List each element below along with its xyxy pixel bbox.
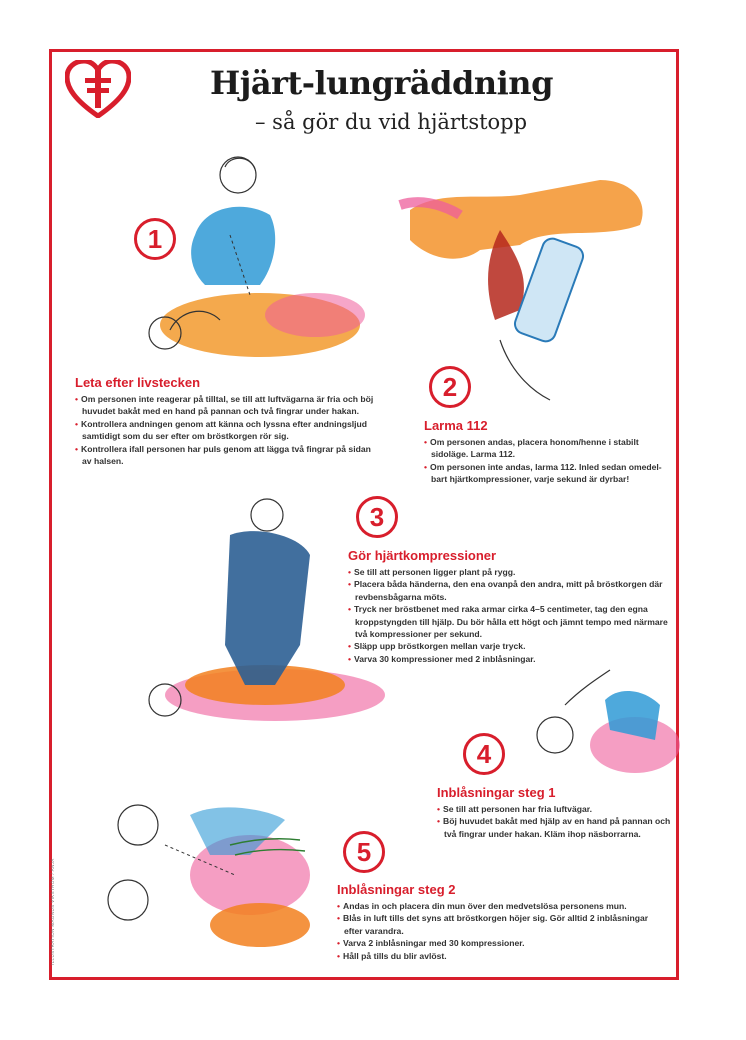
step-2-bullet: • Om personen inte andas, larma 112. Inled sedan omedelbart hjärtkompressioner, varje sekund är dyrbar! — [424, 461, 674, 486]
step-number-2: 2 — [429, 366, 471, 408]
step-1-bullet: • Kontrollera ifall personen har puls genom att lägga två fingrar på sidan av halsen. — [75, 443, 375, 468]
step-2-heading: Larma 112 — [424, 418, 488, 433]
step-3-bullet: • Varva 30 kompressioner med 2 inblåsningar. — [348, 653, 668, 665]
step-2-bullet: • Om personen andas, placera honom/henne i stabilt sidoläge. Larma 112. — [424, 436, 674, 461]
step-5-bullet: • Varva 2 inblåsningar med 30 kompressioner. — [337, 937, 667, 949]
step-3-heading: Gör hjärtkompressioner — [348, 548, 497, 563]
step-1-bullets — [75, 393, 375, 467]
section-step-5 — [337, 882, 667, 962]
step-1-heading: Leta efter livstecken — [75, 375, 201, 390]
step-3-bullet: • Placera båda händerna, den ena ovanpå den andra, mitt på bröstkorgen där revbensbågarna möts. — [348, 578, 668, 603]
page-title: Hjärt-lungräddning — [210, 64, 553, 102]
illustration-head-tilt — [525, 650, 680, 780]
step-5-bullet: • Blås in luft tills det syns att bröstkorgen höjer sig. Gör alltid 2 inblåsningar efter varandra. — [337, 912, 667, 937]
section-step-3 — [348, 548, 668, 665]
step-4-heading: Inblåsningar steg 1 — [437, 785, 556, 800]
step-5-bullets — [337, 900, 667, 962]
step-4-bullet: • Böj huvudet bakåt med hjälp av en hand på pannan och två fingrar under hakan. Kläm ihop näsborrarna. — [437, 815, 672, 840]
illustration-compressions — [125, 495, 385, 720]
page-subtitle: – så gör du vid hjärtstopp — [255, 110, 528, 134]
step-1-bullet: • Om personen inte reagerar på tilltal, se till att luftvägarna är fria och böj huvudet bakåt med en hand på pannan och två fingrar under hakan. — [75, 393, 375, 418]
step-number-4: 4 — [463, 733, 505, 775]
illustration-credit: ILLUSTRATION MAGNUS VIKSTRÖM / ANJA — [50, 858, 55, 965]
step-5-bullet: • Andas in och placera din mun över den medvetslösa personens mun. — [337, 900, 667, 912]
step-3-bullet: • Släpp upp bröstkorgen mellan varje tryck. — [348, 640, 668, 652]
step-number-5: 5 — [343, 831, 385, 873]
step-number-1: 1 — [134, 218, 176, 260]
step-3-bullet: • Tryck ner bröstbenet med raka armar cirka 4–5 centimeter, tag den egna kroppstyngden till hjälp. Du bör hålla ett högt och jämnt tempo med närmare två kompressioner per sekund. — [348, 603, 668, 640]
step-3-bullets — [348, 566, 668, 665]
step-3-bullet: • Se till att personen ligger plant på rygg. — [348, 566, 668, 578]
step-5-bullet: • Håll på tills du blir avlöst. — [337, 950, 667, 962]
heart-cross-logo-icon — [65, 60, 131, 118]
section-step-2 — [424, 418, 674, 486]
step-5-heading: Inblåsningar steg 2 — [337, 882, 456, 897]
step-4-bullets — [437, 803, 672, 840]
section-step-1 — [75, 375, 375, 467]
step-4-bullet: • Se till att personen har fria luftvägar. — [437, 803, 672, 815]
step-1-bullet: • Kontrollera andningen genom att känna och lyssna efter andningsljud samtidigt som du ser efter om bröstkorgen rör sig. — [75, 418, 375, 443]
illustration-rescue-breaths — [70, 775, 360, 975]
section-step-4 — [437, 785, 672, 840]
step-2-bullets — [424, 436, 674, 486]
step-number-3: 3 — [356, 496, 398, 538]
